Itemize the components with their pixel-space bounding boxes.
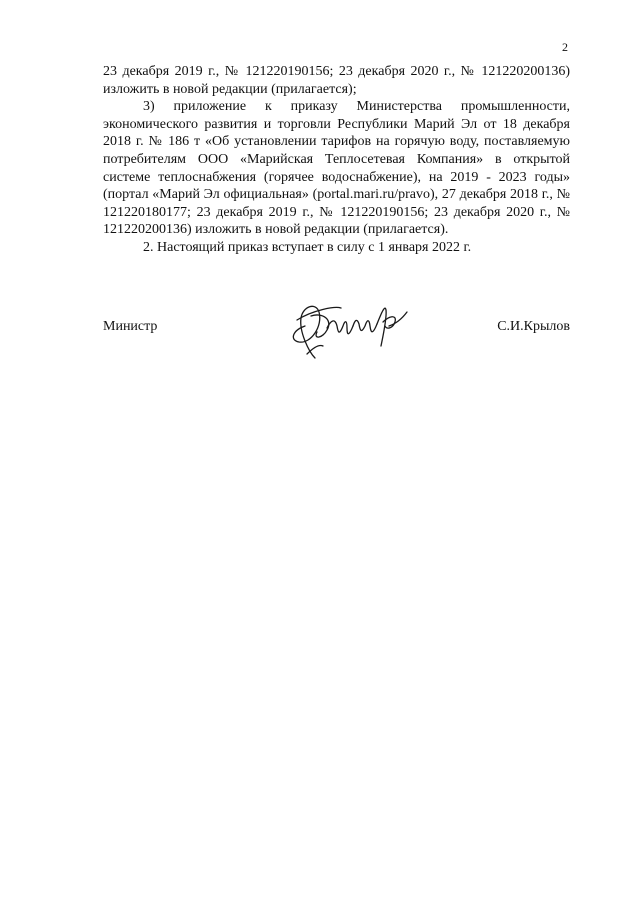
signatory-title: Министр [103,319,158,334]
paragraph-effective-date: 2. Настоящий приказ вступает в силу с 1 января 2022 г. [143,239,472,255]
signature-block [103,296,570,366]
paragraph-continuation: 23 декабря 2019 г., № 121220190156; 23 декабря 2020 г., № 121220200136) изложить в новой редакции (прилагается); [103,64,570,97]
document-body [103,63,570,257]
page-number: 2 [562,40,568,54]
paragraph-item-3: 3) приложение к приказу Министерства промышленности, экономического развития и торговли Республики Марий Эл от 18 декабря 2018 г. № 186 т «Об установлении тарифов на горячую воду, поставляемую потребителям ООО «Марийская Теплосетевая Компания» в открытой системе теплоснабжения (горячее водоснабжение), на 2019 - 2023 годы» (портал «Марий Эл официальная» (portal.mari.ru/pravo), 27 декабря 2018 г., № 121220180177; 23 декабря 2019 г., № 121220190156; 23 декабря 2020 г., № 121220200136) изложить в новой редакции (прилагается). [103,99,570,238]
signatory-name: С.И.Крылов [497,319,570,334]
handwritten-signature [283,296,413,362]
